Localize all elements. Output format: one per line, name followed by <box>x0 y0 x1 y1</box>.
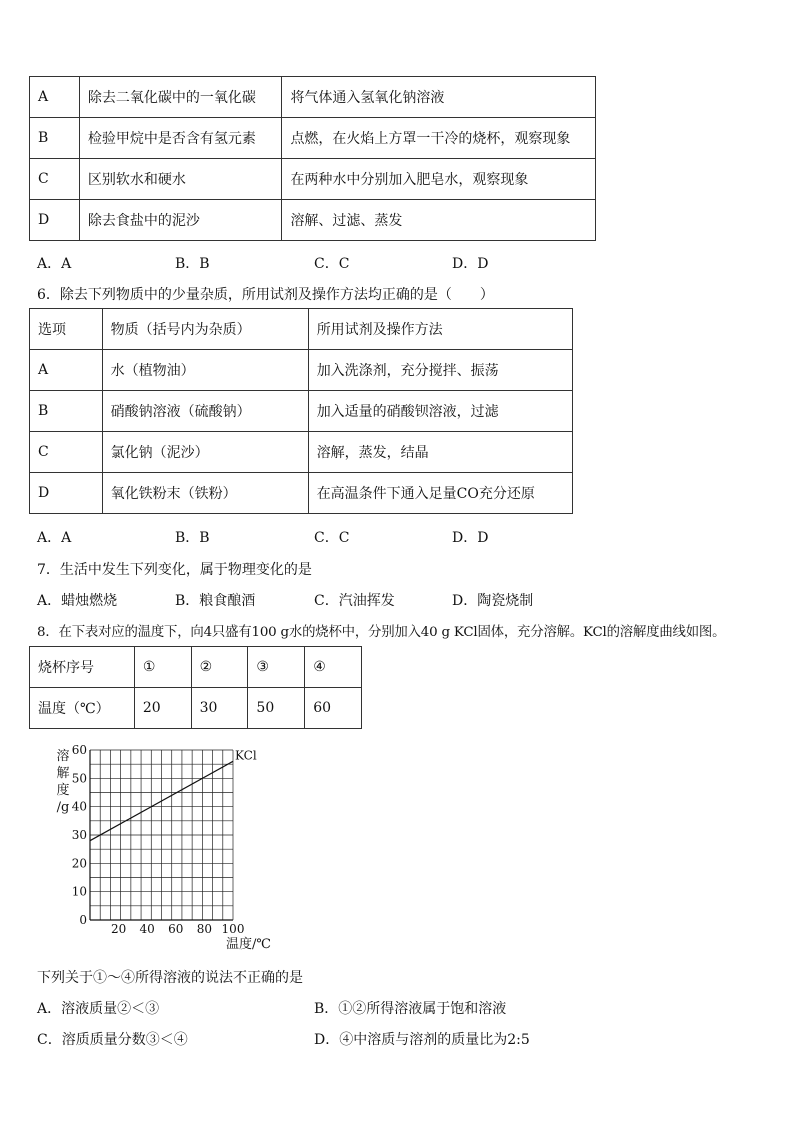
y-tick-label: 0 <box>79 913 87 927</box>
q6-cell: 氯化钠（泥沙） <box>102 432 308 473</box>
y-tick-label: 60 <box>71 743 87 757</box>
q6-cell: 氧化铁粉末（铁粉） <box>102 473 308 514</box>
chart-y-axis-label <box>56 748 69 815</box>
chart-y-tick-labels <box>72 743 87 927</box>
y-axis-label-part: 解 <box>56 766 70 781</box>
chart-series <box>90 748 257 840</box>
y-tick-label: 40 <box>71 799 87 814</box>
q5-option-b[interactable]: B．B <box>175 256 210 272</box>
q8-option-c[interactable]: C．溶质质量分数③＜④ <box>37 1032 188 1048</box>
q5-row <box>30 77 596 118</box>
q6-header-cell: 物质（括号内为杂质） <box>102 309 308 350</box>
y-tick-label: 50 <box>71 771 87 786</box>
q5-row <box>30 118 596 159</box>
y-tick-label: 30 <box>71 828 87 842</box>
q7-option-b[interactable]: B．粮食酿酒 <box>175 593 256 609</box>
q6-cell: 加入洗涤剂，充分搅拌、振荡 <box>308 350 572 391</box>
q6-cell: 加入适量的硝酸钡溶液，过滤 <box>308 391 572 432</box>
chart-grid <box>90 750 233 920</box>
y-axis-label-part: /g <box>56 800 70 815</box>
y-tick-label: 10 <box>71 884 87 899</box>
y-tick-label: 20 <box>71 856 87 871</box>
chart-x-tick-labels <box>111 922 244 936</box>
q8-table <box>29 646 362 729</box>
q8-option-d[interactable]: D．④中溶质与溶剂的质量比为2:5 <box>314 1032 530 1048</box>
q5-cell: 将气体通入氢氧化钠溶液 <box>282 77 596 118</box>
q8-cell-r2c4: 50 <box>248 688 305 729</box>
x-tick-label: 100 <box>221 922 245 936</box>
q5-cell: 溶解、过滤、蒸发 <box>282 200 596 241</box>
q6-row <box>30 473 573 514</box>
q5-cell: D <box>30 200 80 241</box>
q7-option-c[interactable]: C．汽油挥发 <box>314 593 395 609</box>
q5-cell: 除去二氧化碳中的一氧化碳 <box>79 77 282 118</box>
q8-cell-r1c1: 烧杯序号 <box>30 647 135 688</box>
q6-option-d[interactable]: D．D <box>452 530 489 546</box>
y-axis-label-part: 度 <box>56 783 70 798</box>
q7-stem: 7．生活中发生下列变化，属于物理变化的是 <box>37 562 312 578</box>
q6-row <box>30 350 573 391</box>
q6-cell: 水（植物油） <box>102 350 308 391</box>
q5-option-d[interactable]: D．D <box>452 256 489 272</box>
q6-cell: 在高温条件下通入足量CO充分还原 <box>308 473 572 514</box>
q6-option-a[interactable]: A．A <box>37 530 72 546</box>
q5-cell: A <box>30 77 80 118</box>
q5-cell: 除去食盐中的泥沙 <box>79 200 282 241</box>
q5-row <box>30 159 596 200</box>
x-tick-label: 80 <box>196 922 213 936</box>
q6-row <box>30 391 573 432</box>
q5-cell: B <box>30 118 80 159</box>
q6-cell: C <box>30 432 103 473</box>
x-tick-label: 60 <box>168 922 184 936</box>
q5-option-c[interactable]: C．C <box>314 256 350 272</box>
q8-cell-r1c5: ④ <box>305 647 362 688</box>
series-label-kcl: KCl <box>235 748 257 763</box>
q7-option-a[interactable]: A．蜡烛燃烧 <box>37 593 118 609</box>
q5-cell: 点燃，在火焰上方罩一干冷的烧杯，观察现象 <box>282 118 596 159</box>
q6-header-cell: 所用试剂及操作方法 <box>308 309 572 350</box>
q8-cell-r2c3: 30 <box>191 688 248 729</box>
q6-cell: 溶解，蒸发，结晶 <box>308 432 572 473</box>
q8-cell-r1c2: ① <box>134 647 191 688</box>
x-tick-label: 40 <box>139 922 155 936</box>
q6-cell: B <box>30 391 103 432</box>
q8-option-b[interactable]: B．①②所得溶液属于饱和溶液 <box>314 1001 507 1017</box>
q5-cell: 在两种水中分别加入肥皂水，观察现象 <box>282 159 596 200</box>
q6-option-c[interactable]: C．C <box>314 530 350 546</box>
q5-option-a[interactable]: A．A <box>37 256 72 272</box>
q6-header-row <box>30 309 573 350</box>
q6-option-b[interactable]: B．B <box>175 530 210 546</box>
q5-cell: 检验甲烷中是否含有氢元素 <box>79 118 282 159</box>
q6-row <box>30 432 573 473</box>
q6-cell: A <box>30 350 103 391</box>
q5-row <box>30 200 596 241</box>
q6-table <box>29 308 573 514</box>
q8-cell-r2c1: 温度（℃） <box>30 688 135 729</box>
q8-option-a[interactable]: A．溶液质量②＜③ <box>37 1001 160 1017</box>
q8-cell-r1c4: ③ <box>248 647 305 688</box>
q8-cell-r2c5: 60 <box>305 688 362 729</box>
q7-option-d[interactable]: D．陶瓷烧制 <box>452 593 534 609</box>
kcl-solubility-chart <box>40 740 290 955</box>
q8-cell-r2c2: 20 <box>134 688 191 729</box>
q8-question: 下列关于①～④所得溶液的说法不正确的是 <box>37 970 303 986</box>
q6-header-cell: 选项 <box>30 309 103 350</box>
q8-stem: 8．在下表对应的温度下，向4只盛有100 g水的烧杯中，分别加入40 g KCl固体，充分溶解。KCl的溶解度曲线如图。 <box>37 625 726 640</box>
chart-x-axis-label: 温度/℃ <box>226 937 271 952</box>
q6-cell: 硝酸钠溶液（硫酸钠） <box>102 391 308 432</box>
y-axis-label-part: 溶 <box>56 749 70 764</box>
q6-cell: D <box>30 473 103 514</box>
q8-cell-r1c3: ② <box>191 647 248 688</box>
x-tick-label: 20 <box>110 922 127 936</box>
q5-cell: C <box>30 159 80 200</box>
q5-table <box>29 76 596 241</box>
q6-stem: 6．除去下列物质中的少量杂质，所用试剂及操作方法均正确的是（ ） <box>37 287 494 303</box>
q5-cell: 区别软水和硬水 <box>79 159 282 200</box>
